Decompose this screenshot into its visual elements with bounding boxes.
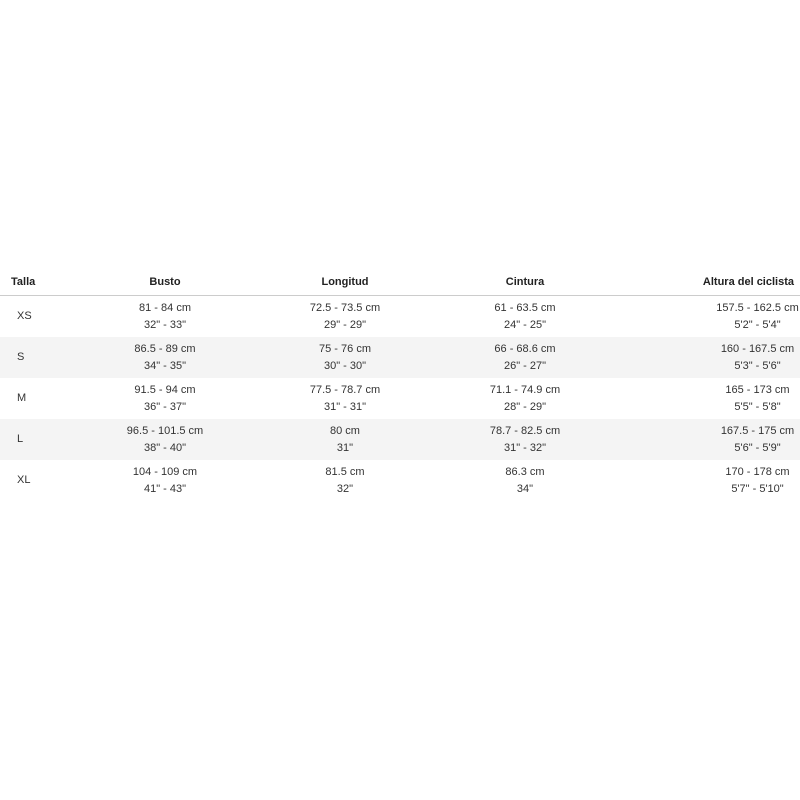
cintura-in: 26" - 27": [503, 359, 547, 372]
cintura-in: 31" - 32": [503, 441, 547, 454]
busto-cm: 96.5 - 101.5 cm: [126, 424, 204, 437]
busto-cm: 104 - 109 cm: [132, 465, 198, 478]
cintura-in: 24" - 25": [503, 318, 547, 331]
longitud-in: 30" - 30": [323, 359, 367, 372]
altura-ft: 5'2" - 5'4": [734, 318, 781, 331]
longitud-cm: 80 cm: [330, 424, 360, 437]
cintura-cell: [435, 296, 615, 338]
busto-cm: 86.5 - 89 cm: [134, 342, 196, 355]
busto-in: 34" - 35": [143, 359, 187, 372]
altura-ft: 5'3" - 5'6": [734, 359, 781, 372]
longitud-cell: [255, 378, 435, 419]
size-label: XL: [17, 474, 31, 486]
header-talla: Talla: [0, 268, 75, 296]
longitud-cell: [255, 296, 435, 338]
altura-cell: [615, 460, 800, 501]
cintura-cell: [435, 419, 615, 460]
table-row-s: [0, 337, 800, 378]
altura-cm: 167.5 - 175 cm: [720, 424, 795, 437]
busto-cm: 81 - 84 cm: [139, 301, 191, 314]
busto-cell: [75, 337, 255, 378]
table-row-m: [0, 378, 800, 419]
altura-cm: 160 - 167.5 cm: [720, 342, 795, 355]
header-row: [0, 268, 800, 296]
busto-cell: [75, 296, 255, 338]
cintura-cm: 66 - 68.6 cm: [494, 342, 556, 355]
cintura-in: 34": [516, 482, 534, 495]
cintura-cm: 71.1 - 74.9 cm: [489, 383, 561, 396]
longitud-cm: 72.5 - 73.5 cm: [309, 301, 381, 314]
size-label: M: [17, 392, 27, 404]
cintura-in: 28" - 29": [503, 400, 547, 413]
size-label: XS: [17, 310, 32, 322]
altura-ft: 5'7" - 5'10": [731, 482, 784, 495]
size-chart-table: [0, 268, 800, 501]
size-chart-body: [0, 296, 800, 502]
longitud-cell: [255, 337, 435, 378]
busto-in: 38" - 40": [143, 441, 187, 454]
altura-cm: 165 - 173 cm: [725, 383, 790, 396]
cintura-cm: 61 - 63.5 cm: [494, 301, 556, 314]
header-altura-ciclista: Altura del ciclista: [615, 268, 800, 296]
busto-cell: [75, 419, 255, 460]
longitud-in: 32": [336, 482, 354, 495]
altura-ft: 5'5" - 5'8": [734, 400, 781, 413]
cintura-cell: [435, 337, 615, 378]
header-longitud: Longitud: [255, 268, 435, 296]
longitud-cm: 77.5 - 78.7 cm: [309, 383, 381, 396]
table-row-xl: [0, 460, 800, 501]
longitud-in: 31" - 31": [323, 400, 367, 413]
longitud-cm: 81.5 cm: [325, 465, 365, 478]
altura-cm: 170 - 178 cm: [725, 465, 790, 478]
busto-in: 36" - 37": [143, 400, 187, 413]
size-chart-header: [0, 268, 800, 296]
cintura-cell: [435, 460, 615, 501]
altura-cell: [615, 378, 800, 419]
longitud-cm: 75 - 76 cm: [319, 342, 371, 355]
table-row-xs: [0, 296, 800, 338]
header-cintura: Cintura: [435, 268, 615, 296]
longitud-in: 29" - 29": [323, 318, 367, 331]
cintura-cm: 86.3 cm: [505, 465, 545, 478]
altura-cell: [615, 419, 800, 460]
busto-in: 32" - 33": [143, 318, 187, 331]
longitud-in: 31": [336, 441, 354, 454]
busto-cm: 91.5 - 94 cm: [134, 383, 196, 396]
longitud-cell: [255, 460, 435, 501]
size-label: S: [0, 337, 75, 378]
size-label: L: [0, 419, 75, 460]
header-busto: Busto: [75, 268, 255, 296]
altura-cm: 157.5 - 162.5 cm: [716, 301, 799, 314]
longitud-cell: [255, 419, 435, 460]
cintura-cell: [435, 378, 615, 419]
table-row-l: [0, 419, 800, 460]
altura-cell: [615, 296, 800, 338]
busto-cell: [75, 378, 255, 419]
busto-in: 41" - 43": [143, 482, 187, 495]
busto-cell: [75, 460, 255, 501]
altura-cell: [615, 337, 800, 378]
altura-ft: 5'6" - 5'9": [734, 441, 781, 454]
cintura-cm: 78.7 - 82.5 cm: [489, 424, 561, 437]
